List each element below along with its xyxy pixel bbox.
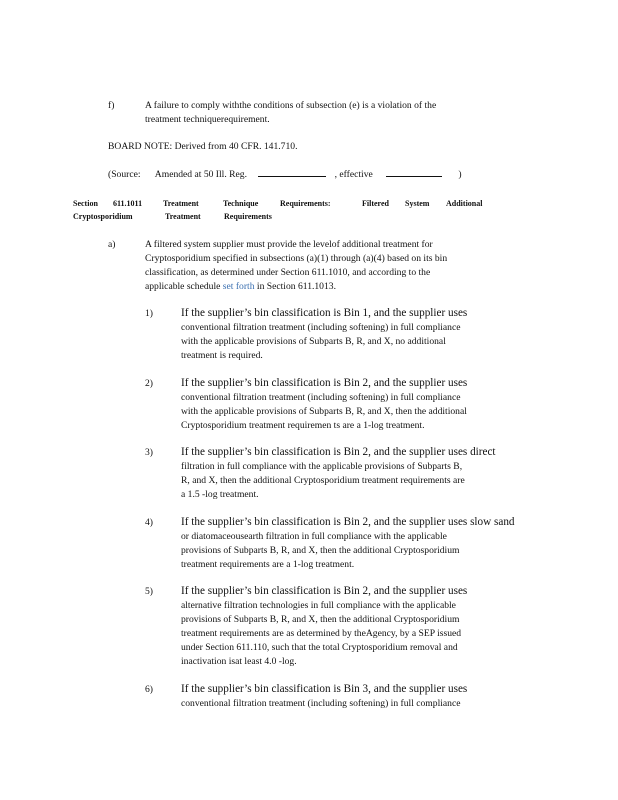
item-line: treatment requirements are a 1-log treatment. [181,559,355,570]
source-amended: Amended at 50 Ill. Reg. [154,169,247,180]
item-line: conventional filtration treatment (including softening) in full compliance [181,322,461,333]
section-heading-word: Filtered [362,199,389,208]
item-line: provisions of Subparts B, R, and X, then the additional Cryptosporidium [181,614,460,625]
item-line: with the applicable provisions of Subparts B, R, and X, no additional [181,336,446,347]
item-line: conventional filtration treatment (including softening) in full compliance [181,392,461,403]
item-line: conventional filtration treatment (including softening) in full compliance [181,698,461,709]
item-lead: If the supplier’s bin classification is Bin 2, and the supplier uses slow sand [181,516,515,528]
section-heading-word: Requirements: [280,199,331,208]
item-line: under Section 611.110, such that the total Cryptosporidium removal and [181,642,458,653]
item-line: R, and X, then the additional Cryptosporidium treatment requirements are [181,475,465,486]
paragraph-a-text: applicable schedule [145,281,221,292]
paragraph-a-text: in Section 611.1013. [256,281,336,292]
paragraph-a-marker: a) [108,239,116,250]
item-marker: 3) [145,447,153,458]
item-marker: 4) [145,517,153,528]
item-line: or diatomaceousearth filtration in full compliance with the applicable [181,531,447,542]
board-note: BOARD NOTE: Derived from 40 CFR. 141.710. [108,141,298,152]
item-lead: If the supplier’s bin classification is Bin 1, and the supplier uses [181,307,468,319]
item-line: inactivation isat least 4.0 -log. [181,656,297,667]
item-lead: If the supplier’s bin classification is Bin 2, and the supplier uses [181,585,468,597]
source-close: ) [458,169,462,180]
section-heading-word: Section [73,199,98,208]
item-lead: If the supplier’s bin classification is Bin 3, and the supplier uses [181,683,468,695]
source-blank-reg [258,168,326,177]
item-line: Cryptosporidium treatment requiremen ts are a 1-log treatment. [181,420,425,431]
item-lead: If the supplier’s bin classification is Bin 2, and the supplier uses [181,377,468,389]
section-heading-word: Additional [446,199,483,208]
item-line: a 1.5 -log treatment. [181,489,259,500]
source-blank-date [386,168,442,177]
item-marker: 1) [145,308,153,319]
paragraph-a-line: Cryptosporidium specified in subsections (a)(1) through (a)(4) based on its bin [145,253,448,264]
source-effective: , effective [334,169,373,180]
subsection-f-line: A failure to comply withthe conditions of subsection (e) is a violation of the [145,100,437,111]
item-line: with the applicable provisions of Subparts B, R, and X, then the additional [181,406,467,417]
section-heading-word: Requirements [224,212,272,221]
item-line: alternative filtration technologies in full compliance with the applicable [181,600,456,611]
subsection-f-marker: f) [108,100,115,111]
item-marker: 6) [145,684,153,695]
paragraph-a-line: A filtered system supplier must provide the levelof additional treatment for [145,239,433,250]
section-heading-word: System [405,199,430,208]
section-heading-word: Cryptosporidium [73,212,133,221]
item-marker: 2) [145,378,153,389]
paragraph-a-line: classification, as determined under Section 611.1010, and according to the [145,267,431,278]
set-forth-link[interactable]: set forth [222,281,255,292]
subsection-f-line: treatment techniquerequirement. [145,114,270,125]
item-lead: If the supplier’s bin classification is Bin 2, and the supplier uses direct [181,446,496,458]
source-line [108,168,462,182]
source-prefix: (Source: [108,169,141,180]
section-heading-word: Technique [223,199,259,208]
item-line: provisions of Subparts B, R, and X, then the additional Cryptosporidium [181,545,460,556]
item-line: filtration in full compliance with the applicable provisions of Subparts B, [181,461,463,472]
item-line: treatment is required. [181,350,263,361]
section-heading-word: Treatment [163,199,199,208]
paragraph-a-line [145,280,336,294]
section-heading-word: 611.1011 [113,199,143,208]
item-line: treatment requirements are as determined by theAgency, by a SEP issued [181,628,462,639]
item-marker: 5) [145,586,153,597]
section-heading-word: Treatment [165,212,201,221]
